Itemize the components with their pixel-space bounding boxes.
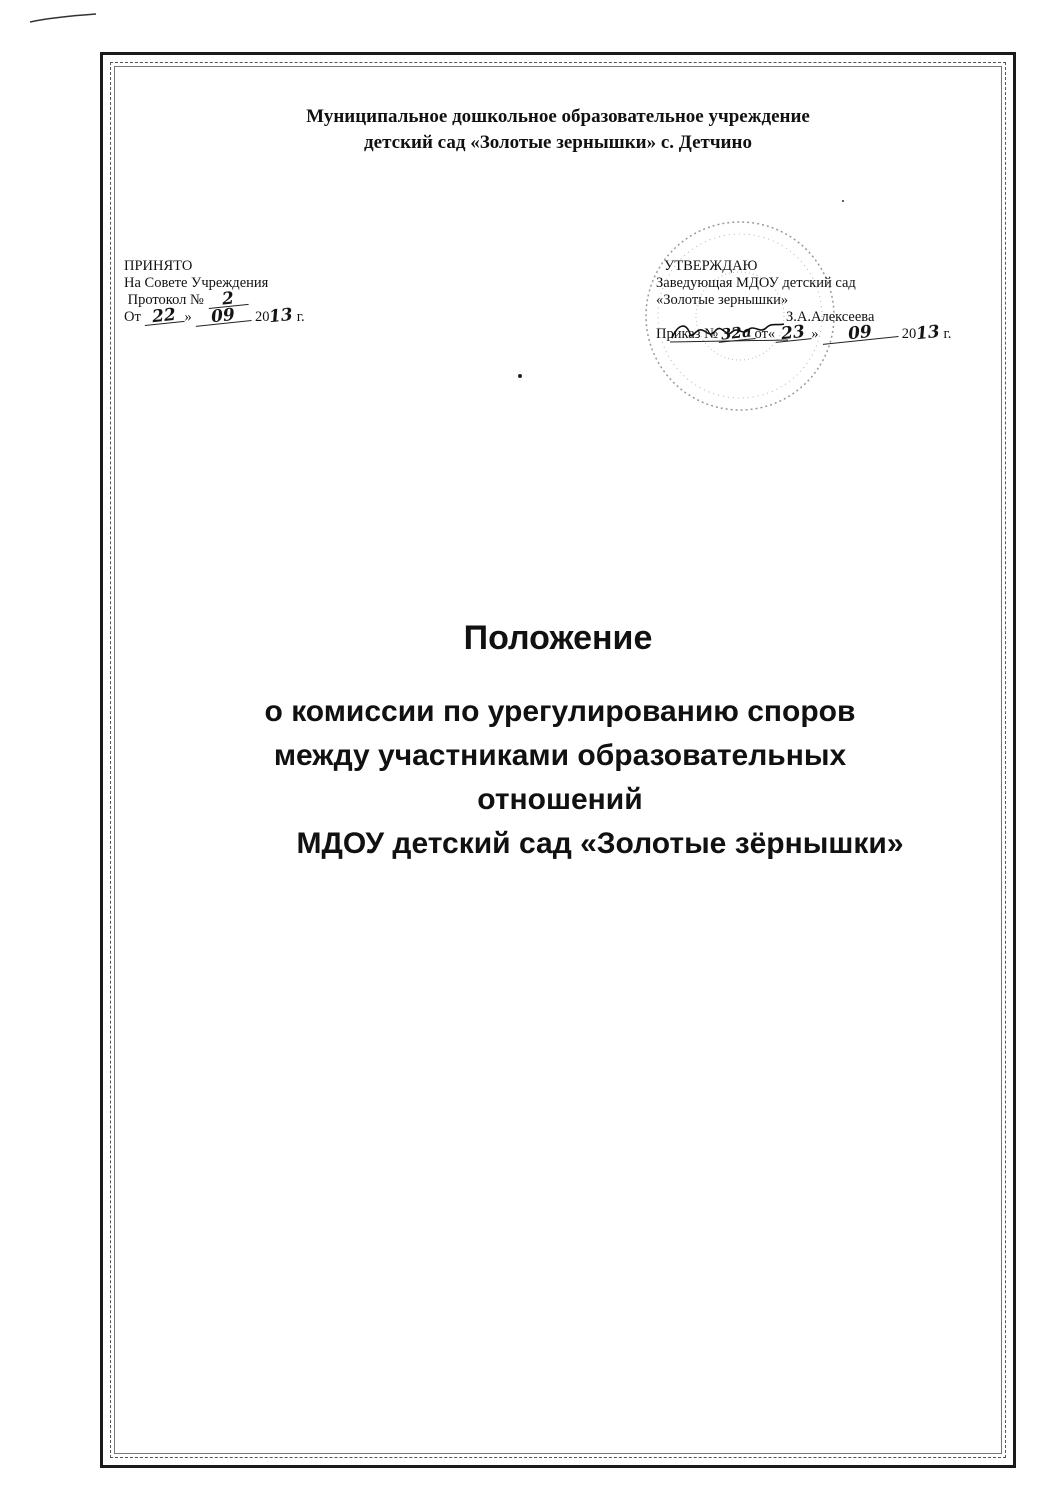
approved-position-line: Заведующая МДОУ детский сад (656, 275, 856, 291)
subtitle-line-4: МДОУ детский сад «Золотые зёрнышки» (296, 827, 904, 860)
date-sep: » (184, 309, 192, 325)
date-month-handwritten: 09 (195, 306, 252, 327)
signatory-name: З.А.Алексеева (786, 309, 875, 325)
date-year-handwritten: 13 (268, 304, 295, 328)
order-day-handwritten: 23 (775, 324, 812, 343)
order-from: от« (754, 326, 776, 342)
order-month-handwritten: 09 (821, 322, 898, 345)
order-year-handwritten: 13 (915, 321, 941, 345)
subtitle-line-2: между участниками образовательных (273, 739, 847, 772)
approved-heading: УТВЕРЖДАЮ (664, 258, 758, 274)
subtitle-line-1: о комиссии по урегулированию споров (264, 695, 856, 728)
approved-kindergarten-line: «Золотые зернышки» (656, 292, 789, 308)
order-year-prefix: 20 (901, 326, 917, 342)
speck (842, 200, 844, 202)
order-number-handwritten: 32а (717, 324, 755, 343)
accepted-date-line (124, 304, 384, 328)
order-label: Приказ № (656, 326, 718, 342)
document-title: Положение (463, 619, 653, 657)
subtitle-line-3: отношений (477, 783, 643, 816)
document-subtitle (150, 690, 970, 866)
protocol-number-handwritten: 2 (207, 290, 248, 309)
organization-name-line2: детский сад «Золотые зернышки» с. Детчино (364, 132, 752, 153)
speck (518, 374, 522, 378)
accepted-block (124, 258, 384, 326)
date-label: От (124, 309, 141, 325)
order-suffix: г. (943, 326, 952, 342)
pen-stroke-mark (28, 8, 98, 28)
accepted-council-line: На Совете Учреждения (124, 275, 269, 291)
accepted-heading: ПРИНЯТО (124, 258, 193, 274)
organization-header (110, 104, 1006, 156)
date-day-handwritten: 22 (144, 307, 185, 326)
organization-name-line1: Муниципальное дошкольное образовательное учреждение (306, 106, 810, 127)
date-year-prefix: 20 (254, 309, 270, 325)
protocol-label: Протокол № (127, 292, 204, 308)
handwritten-signature (668, 318, 798, 346)
date-suffix: г. (296, 309, 305, 325)
order-sep: » (811, 326, 819, 342)
